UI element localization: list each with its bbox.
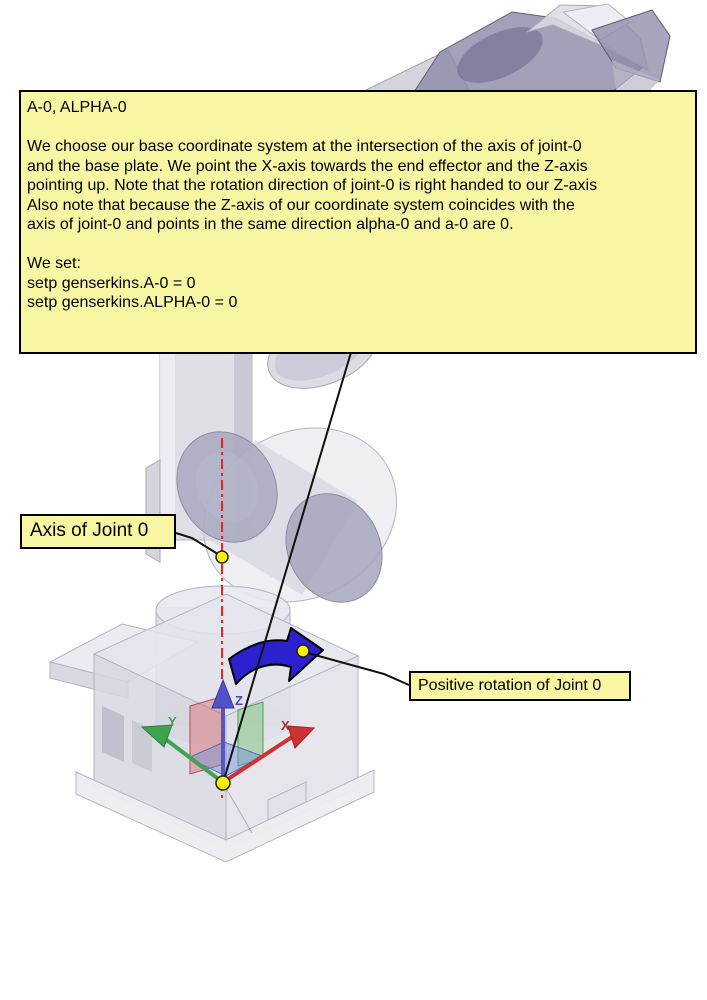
- rotation-point-marker: [297, 645, 309, 657]
- y-axis-label: Y: [168, 714, 177, 729]
- z-axis-label: Z: [235, 693, 243, 708]
- axis-point-marker: [216, 551, 228, 563]
- robot-upper-arm: [362, 4, 670, 94]
- note-title: A-0, ALPHA-0: [27, 99, 127, 116]
- callout-axis-of-joint0: Axis of Joint 0: [20, 514, 176, 549]
- callout-positive-rotation: Positive rotation of Joint 0: [409, 671, 631, 701]
- x-axis-label: X: [281, 718, 290, 733]
- note-body: We choose our base coordinate system at the intersection of the axis of joint-0 and the base plate. We point the X-axis towards the end effector and the Z-axis pointing up. Note that the rotation direction of joint-0 is right handed to our Z-axis Also note that because the Z-axis of our coordinate system coincides with the axis of joint-0 and points in the same direction alpha-0 and a-0 are 0. We set: setp genserkins.A-0 = 0 setp genserkins.ALPHA-0 = 0: [27, 138, 598, 311]
- origin-marker: [216, 776, 230, 790]
- info-note-box: [19, 90, 697, 354]
- column-highlight: [160, 348, 175, 540]
